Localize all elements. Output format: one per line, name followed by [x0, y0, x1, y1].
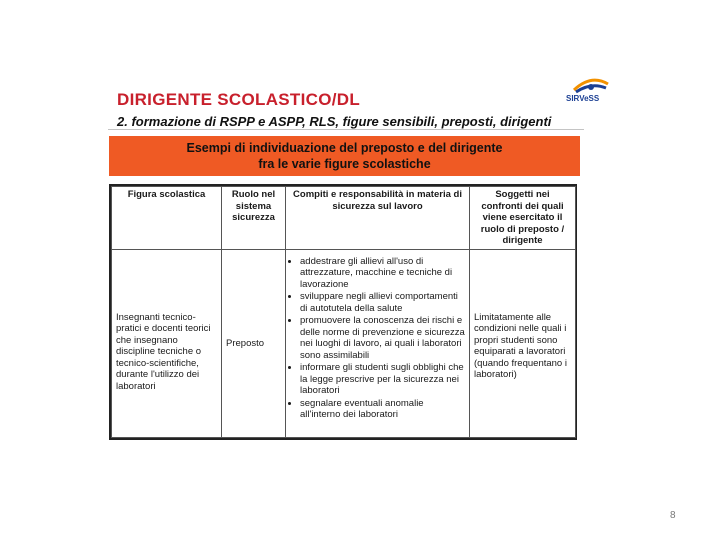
list-item: • segnalare eventuali anomalie all'interno dei laboratori: [300, 398, 465, 421]
header-compiti: Compiti e responsabilità in materia di sicurezza sul lavoro: [286, 187, 470, 250]
cell-ruolo: Preposto: [222, 249, 286, 438]
page-title: DIRIGENTE SCOLASTICO/DL: [117, 90, 361, 109]
header-soggetti: Soggetti nei confronti dei quali viene esercitato il ruolo di preposto / dirigente: [470, 187, 576, 250]
subtitle: 2. formazione di RSPP e ASPP, RLS, figure sensibili, preposti, dirigenti: [117, 114, 552, 129]
page-number: 8: [670, 510, 676, 521]
banner-line-1: Esempi di individuazione del preposto e del dirigente: [186, 141, 503, 155]
divider: [108, 129, 584, 130]
header-figura: Figura scolastica: [112, 187, 222, 250]
list-item: • informare gli studenti sugli obblighi che la legge prescrive per la sicurezza nei laboratori: [300, 362, 465, 397]
section-banner: [109, 136, 580, 176]
roles-table: [109, 184, 577, 440]
logo-text: SIRVeSS: [566, 94, 600, 103]
cell-figura: Insegnanti tecnico-pratici e docenti teorici che insegnano discipline tecniche o tecnico-scientifiche, durante l'utilizzo dei laboratori: [112, 249, 222, 438]
list-item: • addestrare gli allievi all'uso di attrezzature, macchine e tecniche di lavorazione: [300, 256, 465, 291]
list-item: • promuovere la conoscenza dei rischi e delle norme di prevenzione e sicurezza nei luoghi di lavoro, ai quali i laboratori sono assimilabili: [300, 315, 465, 361]
table-header-row: [112, 187, 576, 250]
banner-line-2: fra le varie figure scolastiche: [258, 157, 431, 171]
table-row: [112, 249, 576, 438]
cell-soggetti: Limitatamente alle condizioni nelle quali i propri studenti sono equiparati a lavoratori (quando frequentano i laboratori): [470, 249, 576, 438]
list-item: • sviluppare negli allievi comportamenti di autotutela della salute: [300, 291, 465, 314]
header-ruolo: Ruolo nel sistema sicurezza: [222, 187, 286, 250]
cell-compiti: [286, 249, 470, 438]
